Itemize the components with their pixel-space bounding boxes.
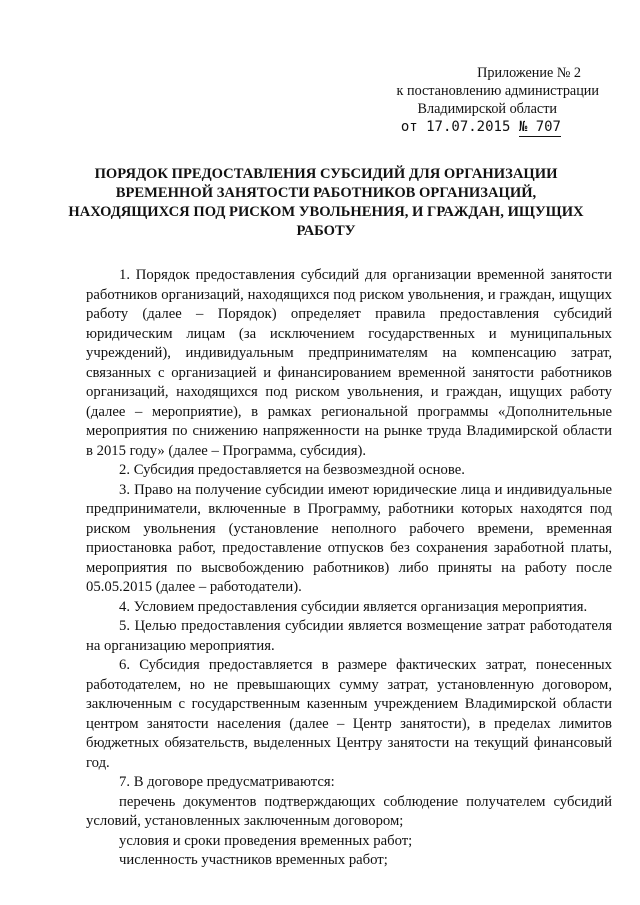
appendix-region: Владимирской области <box>417 101 557 117</box>
appendix-header <box>397 64 599 137</box>
paragraph-3: 3. Право на получение субсидии имеют юридические лица и индивидуальные предприниматели, включенные в Программу, работники которых находятся под риском увольнения (установление неполного рабочего времени, временная приостановка работ, предоставление отпусков без сохранения заработной платы, мероприятия по высвобождению работников) либо приняты на работу после 05.05.2015 (далее – работодатели). <box>86 481 612 595</box>
appendix-resolution-ref: к постановлению администрации <box>396 83 599 99</box>
document-body <box>86 266 612 871</box>
paragraph-4: 4. Условием предоставления субсидии является организация мероприятия. <box>119 598 588 615</box>
paragraph-2: 2. Субсидия предоставляется на безвозмездной основе. <box>119 462 465 478</box>
list-item: численность участников временных работ; <box>119 852 388 868</box>
appendix-date-line <box>397 118 561 137</box>
paragraph-7: 7. В договоре предусматриваются: <box>119 774 335 790</box>
paragraph-5: 5. Целью предоставления субсидии является возмещение затрат работодателя на организацию мероприятия. <box>86 618 612 654</box>
paragraph-1: 1. Порядок предоставления субсидий для организации временной занятости работников организаций, находящихся под риском увольнения, и граждан, ищущих работу (далее – Порядок) определяет правила предоставления субсидий юридическим лицам (за исключением государственных и муниципальных учреждений), индивидуальным предпринимателям на компенсацию затрат, связанных с организацией и финансированием временной занятости работников организаций, находящихся под риском увольнения, и граждан, ищущих работу (далее – мероприятие), в рамках региональной программы «Дополнительные мероприятия по снижению напряженности на рынке труда Владимирской области в 2015 году» (далее – Программа, субсидия). <box>86 267 612 459</box>
document-title: ПОРЯДОК ПРЕДОСТАВЛЕНИЯ СУБСИДИЙ ДЛЯ ОРГАНИЗАЦИИ ВРЕМЕННОЙ ЗАНЯТОСТИ РАБОТНИКОВ ОРГАНИЗАЦИЙ, НАХОДЯЩИХСЯ ПОД РИСКОМ УВОЛЬНЕНИЯ, И ГРАЖДАН, ИЩУЩИХ РАБОТУ <box>68 166 584 239</box>
list-item: перечень документов подтверждающих соблюдение получателем субсидий условий, установленных заключенным договором; <box>86 793 612 829</box>
date-prefix: от <box>400 119 418 135</box>
list-item: условия и сроки проведения временных работ; <box>119 832 413 849</box>
resolution-number: № 707 <box>518 119 561 135</box>
resolution-date: 17.07.2015 <box>426 119 511 135</box>
appendix-number: Приложение № 2 <box>477 65 581 81</box>
paragraph-6: 6. Субсидия предоставляется в размере фактических затрат, понесенных работодателем, но не превышающих сумму затрат, установленную договором, заключенным с государственным казенным учреждением Владимирской области центром занятости населения (далее – Центр занятости), в пределах лимитов бюджетных обязательств, выделенных Центру занятости на текущий финансовый год. <box>86 657 612 771</box>
